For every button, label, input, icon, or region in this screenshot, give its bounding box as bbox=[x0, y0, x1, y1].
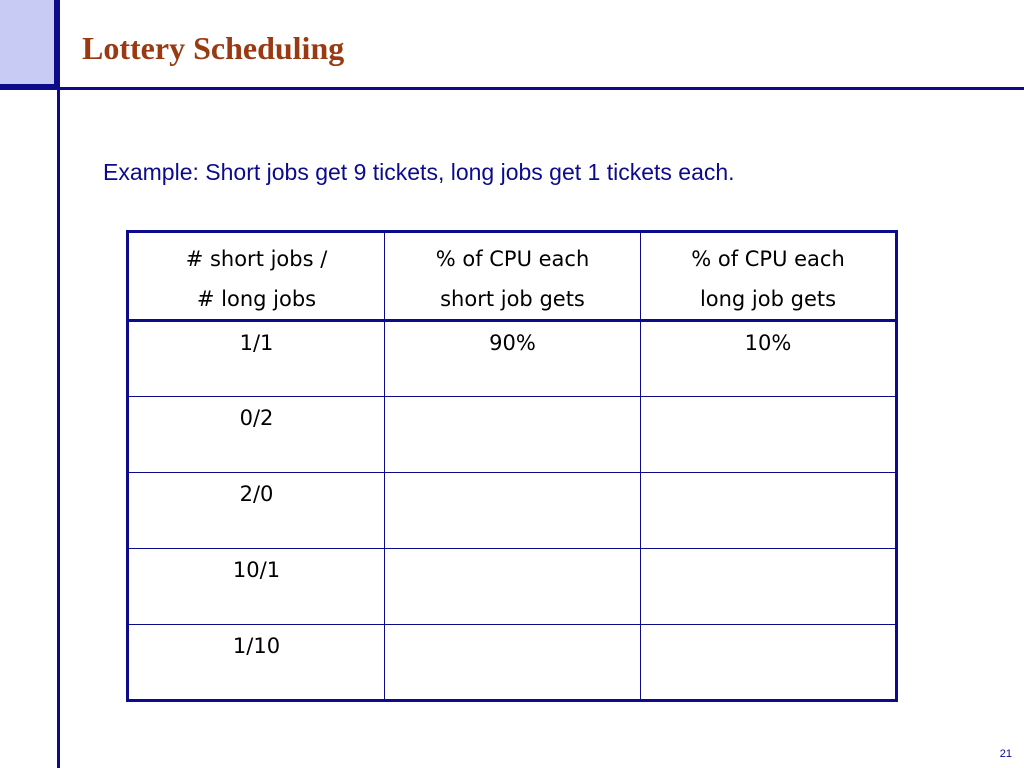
cpu-share-table-wrapper bbox=[126, 230, 898, 702]
header-long-job-cpu-line2: long job gets bbox=[699, 287, 837, 311]
cell-long-job-cpu bbox=[641, 473, 897, 549]
cell-job-ratio: 10/1 bbox=[128, 549, 385, 625]
cell-short-job-cpu bbox=[385, 473, 641, 549]
table-row bbox=[128, 625, 897, 701]
cell-long-job-cpu: 10% bbox=[641, 321, 897, 397]
cell-job-ratio: 1/10 bbox=[128, 625, 385, 701]
cell-short-job-cpu bbox=[385, 397, 641, 473]
vertical-rule bbox=[57, 0, 60, 768]
table-row bbox=[128, 321, 897, 397]
cpu-share-table bbox=[126, 230, 898, 702]
cell-job-ratio: 2/0 bbox=[128, 473, 385, 549]
cell-long-job-cpu bbox=[641, 397, 897, 473]
cell-short-job-cpu: 90% bbox=[385, 321, 641, 397]
cell-job-ratio: 1/1 bbox=[128, 321, 385, 397]
cell-long-job-cpu bbox=[641, 625, 897, 701]
header-short-job-cpu-line2: short job gets bbox=[440, 287, 585, 311]
table-row bbox=[128, 397, 897, 473]
table-header-row bbox=[128, 232, 897, 321]
header-job-ratio-line1: # short jobs / bbox=[185, 247, 328, 271]
cell-long-job-cpu bbox=[641, 549, 897, 625]
header-short-job-cpu-line1: % of CPU each bbox=[435, 247, 590, 271]
cell-short-job-cpu bbox=[385, 549, 641, 625]
horizontal-rule bbox=[0, 87, 1024, 90]
corner-decoration bbox=[0, 0, 57, 87]
example-text: Example: Short jobs get 9 tickets, long jobs get 1 tickets each. bbox=[103, 159, 735, 185]
header-job-ratio bbox=[128, 232, 385, 321]
cell-short-job-cpu bbox=[385, 625, 641, 701]
header-long-job-cpu bbox=[641, 232, 897, 321]
cell-job-ratio: 0/2 bbox=[128, 397, 385, 473]
table-row bbox=[128, 473, 897, 549]
header-long-job-cpu-line1: % of CPU each bbox=[691, 247, 845, 271]
table-row bbox=[128, 549, 897, 625]
header-short-job-cpu bbox=[385, 232, 641, 321]
header-job-ratio-line2: # long jobs bbox=[196, 287, 317, 311]
slide-number: 21 bbox=[999, 748, 1012, 760]
slide-title: Lottery Scheduling bbox=[82, 30, 345, 66]
